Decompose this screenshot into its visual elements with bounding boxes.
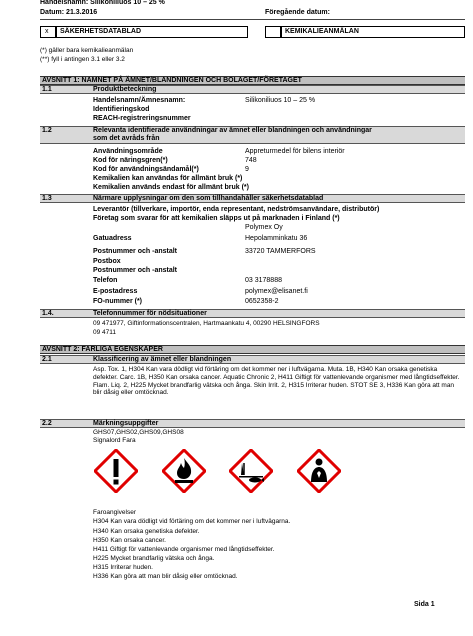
subsection-1-4-header <box>40 309 465 318</box>
subsection-1-4-title: Telefonnummer för nödsituationer <box>93 310 207 317</box>
subsection-1-3-title: Närmare upplysningar om den som tillhandahåller säkerhetsdatablad <box>93 195 324 202</box>
subsection-1-2-title-line2: som det avråds från <box>93 135 160 142</box>
subsection-1-3-number: 1.3 <box>42 195 52 202</box>
signal-word: Signalord Fara <box>93 437 136 444</box>
notification-checkbox[interactable] <box>265 26 281 38</box>
subsection-1-2-header <box>40 126 465 144</box>
use-code-value: 9 <box>245 166 249 173</box>
hazard-statement: H336 Kan göra att man blir dåsig eller omtöcknad. <box>93 573 238 580</box>
health-hazard-icon <box>297 449 341 493</box>
subsection-1-2-title-line1: Relevanta identifierade användningar av ämnet eller blandningen och användningar <box>93 127 372 134</box>
phone-value: 03 3178888 <box>245 277 282 284</box>
hazard-statement: H304 Kan vara dödligt vid förtäring om det kommer ner i luftvägarna. <box>93 518 291 525</box>
postal-key: Postnummer och -anstalt <box>93 248 178 255</box>
exclamation-icon <box>94 449 138 493</box>
reach-number-label: REACH-registreringsnummer <box>93 115 191 122</box>
street-value: Hepolamminkatu 36 <box>245 235 308 242</box>
phone-key: Telefon <box>93 277 118 284</box>
hazard-statement: H411 Giftigt för vattenlevande organismer med långtidseffekter. <box>93 546 275 553</box>
use-area-value: Appreturmedel för bilens interiör <box>245 148 345 155</box>
subsection-2-1-title: Klassificering av ämnet eller blandningen <box>93 356 232 363</box>
section-1-header <box>40 76 465 85</box>
subsection-2-1-header <box>40 355 465 364</box>
hazard-statement: H315 Irriterar huden. <box>93 564 153 571</box>
emergency-line-1: 09 471977, Giftinformationscentralen, Hartmaankatu 4, 00290 HELSINGFORS <box>93 320 320 327</box>
date-header: Datum: 21.3.2016 <box>40 9 98 16</box>
industry-code-value: 748 <box>245 157 257 164</box>
note-2: (**) fyll i antingen 3.1 eller 3.2 <box>40 56 125 63</box>
email-key: E-postadress <box>93 288 138 295</box>
sds-checkbox[interactable] <box>40 26 56 38</box>
section-1-title: AVSNITT 1: NAMNET PÅ ÄMNET/BLANDNINGEN OCH BOLAGET/FÖRETAGET <box>42 77 302 84</box>
trade-name-key: Handelsnamn/Ämnesnamn: <box>93 97 186 104</box>
previous-date-header: Föregående datum: <box>265 9 330 16</box>
hazard-statement: H225 Mycket brandfarlig vätska och ånga. <box>93 555 215 562</box>
section-2-title: AVSNITT 2: FARLIGA EGENSKAPER <box>42 346 163 353</box>
fo-number-key: FO-nummer (*) <box>93 298 142 305</box>
ghs-codes: GHS07,GHS02,GHS09,GHS08 <box>93 429 184 436</box>
notification-label-box <box>281 26 465 38</box>
flame-icon <box>162 449 206 493</box>
trade-name-header: Handelsnamn: Silikoniliuos 10 – 25 % <box>40 0 165 6</box>
subsection-1-1-header <box>40 85 465 94</box>
fo-number-value: 0652358-2 <box>245 298 279 305</box>
postal2-key: Postnummer och -anstalt <box>93 267 178 274</box>
pobox-key: Postbox <box>93 258 121 265</box>
page-number: Sida 1 <box>414 601 435 608</box>
subsection-1-1-number: 1.1 <box>42 86 52 93</box>
note-1: (*) gäller bara kemikalieanmälan <box>40 47 134 54</box>
environment-icon <box>229 449 273 493</box>
sds-checkbox-mark: x <box>45 28 49 35</box>
use-code-key: Kod för användningsändamål(*) <box>93 166 199 173</box>
hazard-statement: H340 Kan orsaka genetiska defekter. <box>93 528 200 535</box>
sds-label: SÄKERHETSDATABLAD <box>60 28 142 35</box>
identification-code-label: Identifieringskod <box>93 106 150 113</box>
supplier-line-1: Leverantör (tillverkare, importör, enda representant, nedströmsanvändare, distributör) <box>93 206 380 213</box>
industry-code-key: Kod för näringsgren(*) <box>93 157 168 164</box>
emergency-line-2: 09 4711 <box>93 329 117 336</box>
subsection-1-3-header <box>40 194 465 203</box>
hazard-heading: Faroangivelser <box>93 509 136 516</box>
use-area-key: Användningsområde <box>93 148 163 155</box>
subsection-2-2-header <box>40 419 465 428</box>
supplier-line-2: Företag som svarar för att kemikalien släpps ut på marknaden i Finland (*) <box>93 215 340 222</box>
subsection-1-2-number: 1.2 <box>42 127 52 134</box>
non-public-use-statement: Kemikalien används endast för allmänt bruk (*) <box>93 184 249 191</box>
header-divider <box>40 19 465 20</box>
subsection-1-4-number: 1.4. <box>42 310 54 317</box>
notification-label: KEMIKALIEANMÄLAN <box>285 28 359 35</box>
email-value: polymex@elisanet.fi <box>245 288 308 295</box>
subsection-1-1-title: Produktbeteckning <box>93 86 157 93</box>
sds-label-box <box>56 26 248 38</box>
public-use-statement: Kemikalien kan användas för allmänt bruk (*) <box>93 175 243 182</box>
subsection-2-2-title: Märkningsuppgifter <box>93 420 159 427</box>
classification-text: Asp. Tox. 1, H304 Kan vara dödligt vid förtäring om det kommer ner i luftvägarna. Muta. 1B, H340 Kan orsaka genetiska defekter. Carc. 1B, H350 Kan orsaka cancer. Aquatic Chronic 2, H411 Giftigt för vattenlevande organismer med långtidseffekter. Flam. Liq. 2, H225 Mycket brandfarlig vätska och ånga. Skin Irrit. 2, H315 Irriterar huden. STOT SE 3, H336 Kan göra att man blir dåsig eller omtöcknad. <box>93 366 460 397</box>
trade-name-value: Silikoniliuos 10 – 25 % <box>245 97 316 104</box>
section-2-header <box>40 345 465 354</box>
postal-value: 33720 TAMMERFORS <box>245 248 316 255</box>
hazard-statement: H350 Kan orsaka cancer. <box>93 537 166 544</box>
street-key: Gatuadress <box>93 235 132 242</box>
subsection-2-1-number: 2.1 <box>42 356 52 363</box>
subsection-2-2-number: 2.2 <box>42 420 52 427</box>
company-name: Polymex Oy <box>245 224 283 231</box>
